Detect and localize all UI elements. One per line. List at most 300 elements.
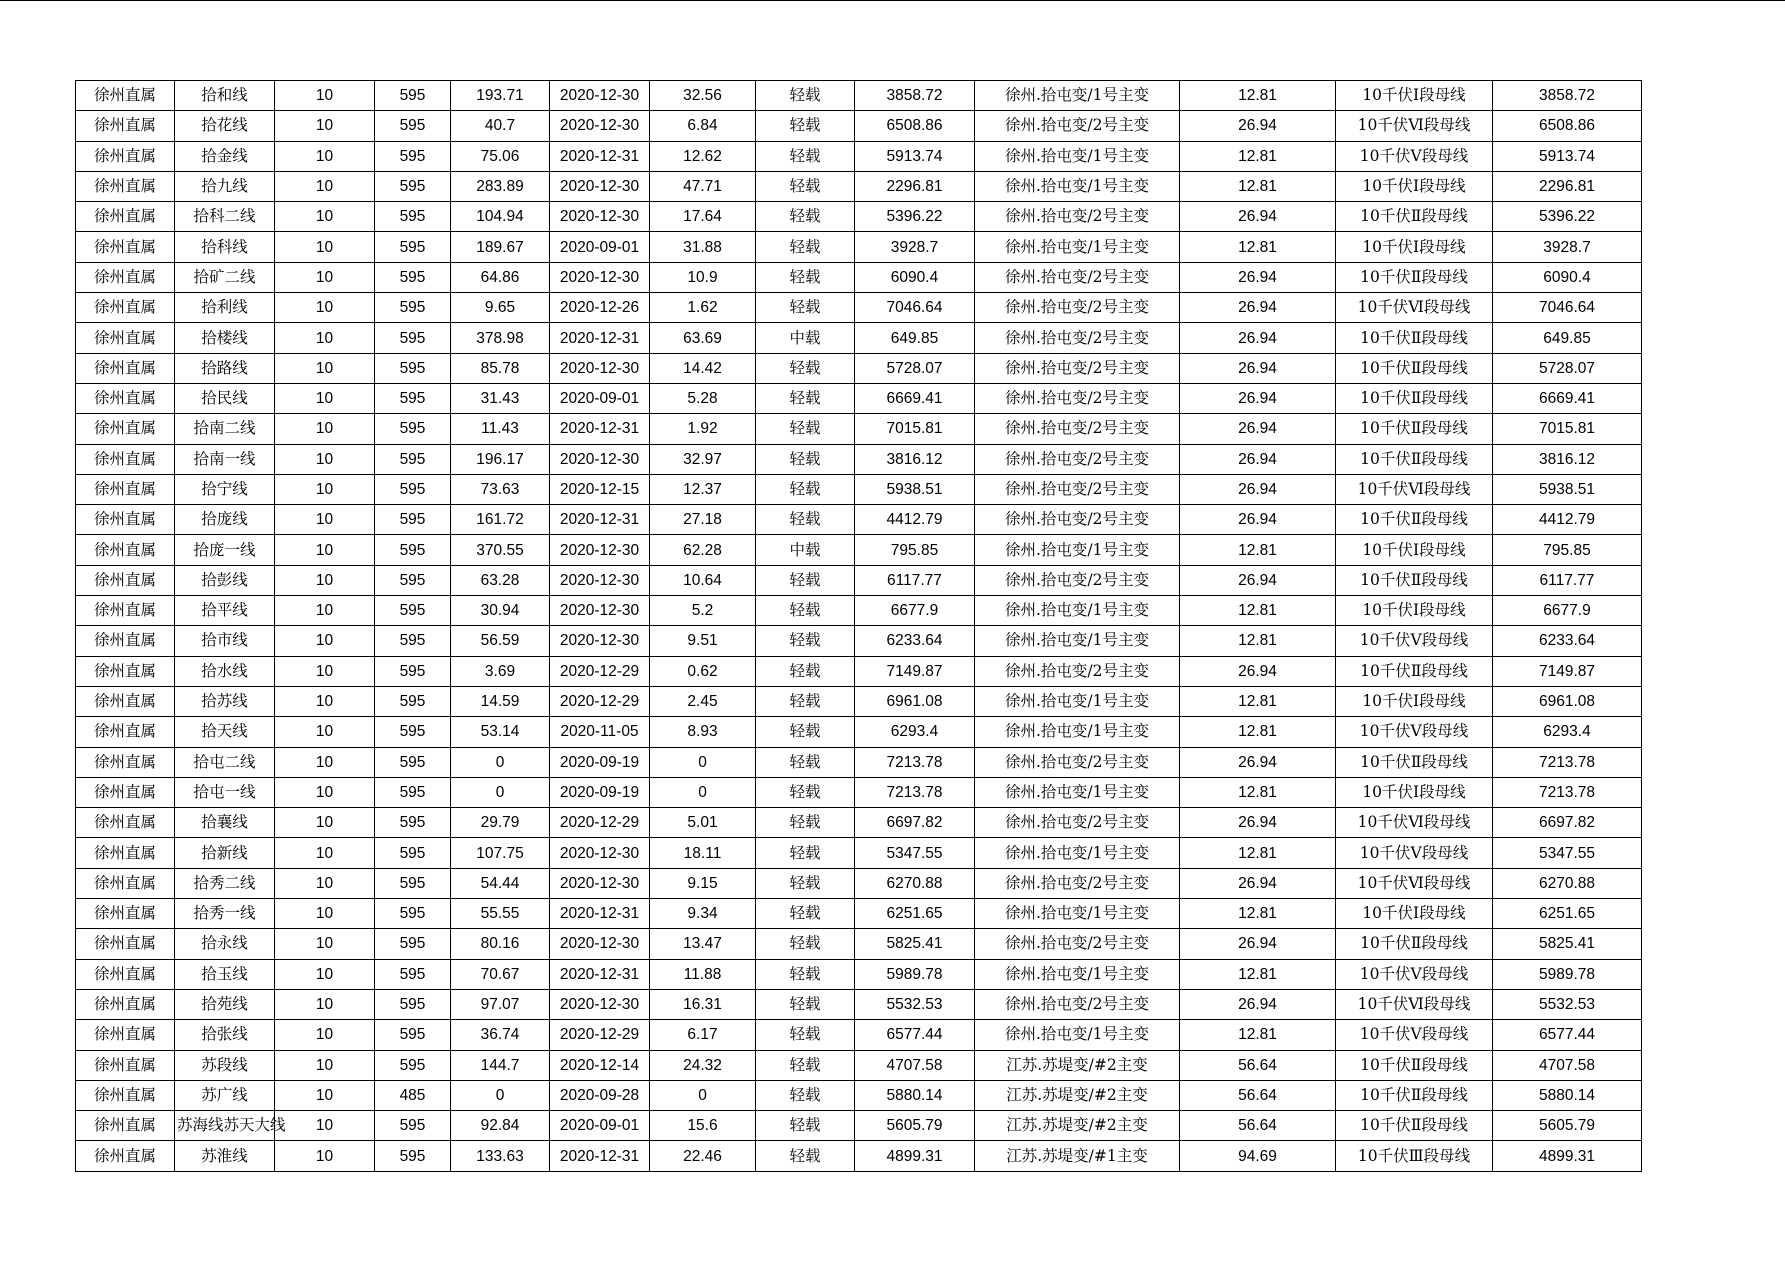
cell-available-capacity: 6961.08: [855, 686, 975, 716]
cell-load-status: 轻载: [756, 141, 855, 171]
cell-available-capacity: 649.85: [855, 323, 975, 353]
cell-date: 2020-09-28: [550, 1080, 650, 1110]
cell-load-rate: 16.31: [650, 989, 756, 1019]
cell-rated-current: 595: [375, 596, 451, 626]
table-row: [76, 686, 1642, 716]
cell-unit: 徐州直属: [76, 202, 175, 232]
cell-max-current: 54.44: [451, 868, 550, 898]
cell-rated-current: 595: [375, 868, 451, 898]
cell-line-name: 拾苑线: [175, 989, 275, 1019]
cell-transformer: 徐州.拾屯变/1号主变: [975, 838, 1180, 868]
cell-max-current: 53.14: [451, 717, 550, 747]
cell-transformer: 徐州.拾屯变/2号主变: [975, 989, 1180, 1019]
cell-transformer-load-rate: 12.81: [1180, 171, 1336, 201]
cell-load-status: 轻载: [756, 1141, 855, 1171]
cell-available-capacity: 5728.07: [855, 353, 975, 383]
cell-spare-capacity: 7213.78: [1493, 747, 1642, 777]
cell-load-rate: 11.88: [650, 959, 756, 989]
cell-date: 2020-12-14: [550, 1050, 650, 1080]
cell-load-rate: 13.47: [650, 929, 756, 959]
cell-max-current: 196.17: [451, 444, 550, 474]
cell-transformer-load-rate: 26.94: [1180, 202, 1336, 232]
cell-rated-current: 595: [375, 899, 451, 929]
cell-load-status: 轻载: [756, 505, 855, 535]
cell-unit: 徐州直属: [76, 262, 175, 292]
cell-transformer: 徐州.拾屯变/1号主变: [975, 596, 1180, 626]
cell-rated-current: 595: [375, 202, 451, 232]
cell-transformer: 江苏.苏堤变/#2主变: [975, 1111, 1180, 1141]
cell-load-status: 轻载: [756, 232, 855, 262]
cell-transformer-load-rate: 26.94: [1180, 323, 1336, 353]
cell-line-name: 拾路线: [175, 353, 275, 383]
cell-transformer-load-rate: 26.94: [1180, 444, 1336, 474]
table-row: [76, 444, 1642, 474]
cell-load-rate: 12.37: [650, 474, 756, 504]
cell-available-capacity: 6117.77: [855, 565, 975, 595]
cell-busbar: 10千伏Ⅵ段母线: [1336, 474, 1493, 504]
cell-max-current: 283.89: [451, 171, 550, 201]
cell-spare-capacity: 4707.58: [1493, 1050, 1642, 1080]
cell-available-capacity: 6677.9: [855, 596, 975, 626]
cell-transformer-load-rate: 26.94: [1180, 868, 1336, 898]
cell-date: 2020-12-26: [550, 293, 650, 323]
cell-load-rate: 0: [650, 747, 756, 777]
cell-load-rate: 47.71: [650, 171, 756, 201]
cell-date: 2020-09-01: [550, 232, 650, 262]
cell-spare-capacity: 3816.12: [1493, 444, 1642, 474]
cell-line-name: 拾永线: [175, 929, 275, 959]
table-row: [76, 141, 1642, 171]
cell-transformer: 江苏.苏堤变/#2主变: [975, 1080, 1180, 1110]
cell-date: 2020-09-19: [550, 777, 650, 807]
cell-rated-current: 595: [375, 959, 451, 989]
cell-busbar: 10千伏Ⅱ段母线: [1336, 565, 1493, 595]
cell-voltage: 10: [275, 596, 375, 626]
cell-available-capacity: 7046.64: [855, 293, 975, 323]
cell-line-name: 拾平线: [175, 596, 275, 626]
cell-date: 2020-12-30: [550, 444, 650, 474]
cell-voltage: 10: [275, 262, 375, 292]
cell-transformer-load-rate: 26.94: [1180, 293, 1336, 323]
cell-transformer: 徐州.拾屯变/2号主变: [975, 747, 1180, 777]
cell-transformer-load-rate: 56.64: [1180, 1111, 1336, 1141]
cell-load-status: 轻载: [756, 565, 855, 595]
cell-busbar: 10千伏Ⅰ段母线: [1336, 535, 1493, 565]
cell-transformer-load-rate: 94.69: [1180, 1141, 1336, 1171]
cell-load-status: 轻载: [756, 1080, 855, 1110]
cell-spare-capacity: 5880.14: [1493, 1080, 1642, 1110]
cell-transformer: 徐州.拾屯变/2号主变: [975, 293, 1180, 323]
cell-date: 2020-12-30: [550, 535, 650, 565]
cell-transformer-load-rate: 12.81: [1180, 141, 1336, 171]
cell-max-current: 3.69: [451, 656, 550, 686]
cell-transformer: 徐州.拾屯变/2号主变: [975, 353, 1180, 383]
cell-transformer: 徐州.拾屯变/1号主变: [975, 717, 1180, 747]
cell-busbar: 10千伏Ⅰ段母线: [1336, 232, 1493, 262]
cell-max-current: 29.79: [451, 808, 550, 838]
cell-max-current: 80.16: [451, 929, 550, 959]
cell-max-current: 40.7: [451, 111, 550, 141]
cell-max-current: 73.63: [451, 474, 550, 504]
cell-transformer: 徐州.拾屯变/1号主变: [975, 232, 1180, 262]
cell-voltage: 10: [275, 444, 375, 474]
cell-line-name: 拾张线: [175, 1020, 275, 1050]
cell-unit: 徐州直属: [76, 1141, 175, 1171]
cell-date: 2020-12-31: [550, 899, 650, 929]
cell-max-current: 85.78: [451, 353, 550, 383]
cell-rated-current: 595: [375, 323, 451, 353]
cell-date: 2020-12-29: [550, 808, 650, 838]
cell-load-status: 轻载: [756, 262, 855, 292]
cell-load-rate: 14.42: [650, 353, 756, 383]
cell-load-rate: 17.64: [650, 202, 756, 232]
table-row: [76, 111, 1642, 141]
cell-max-current: 193.71: [451, 81, 550, 111]
cell-available-capacity: 5605.79: [855, 1111, 975, 1141]
cell-load-rate: 62.28: [650, 535, 756, 565]
table-row: [76, 414, 1642, 444]
cell-available-capacity: 6270.88: [855, 868, 975, 898]
cell-spare-capacity: 5938.51: [1493, 474, 1642, 504]
cell-line-name: 拾新线: [175, 838, 275, 868]
cell-transformer: 徐州.拾屯变/2号主变: [975, 383, 1180, 413]
cell-spare-capacity: 795.85: [1493, 535, 1642, 565]
cell-unit: 徐州直属: [76, 808, 175, 838]
cell-max-current: 55.55: [451, 899, 550, 929]
cell-unit: 徐州直属: [76, 232, 175, 262]
cell-available-capacity: 3858.72: [855, 81, 975, 111]
cell-transformer: 江苏.苏堤变/#2主变: [975, 1050, 1180, 1080]
cell-load-rate: 1.92: [650, 414, 756, 444]
cell-unit: 徐州直属: [76, 474, 175, 504]
cell-max-current: 70.67: [451, 959, 550, 989]
cell-voltage: 10: [275, 1050, 375, 1080]
cell-load-rate: 5.01: [650, 808, 756, 838]
cell-date: 2020-12-30: [550, 171, 650, 201]
table-row: [76, 81, 1642, 111]
cell-max-current: 14.59: [451, 686, 550, 716]
cell-busbar: 10千伏Ⅵ段母线: [1336, 293, 1493, 323]
cell-rated-current: 595: [375, 262, 451, 292]
cell-available-capacity: 3816.12: [855, 444, 975, 474]
cell-line-name: 拾科线: [175, 232, 275, 262]
cell-voltage: 10: [275, 232, 375, 262]
cell-transformer: 徐州.拾屯变/1号主变: [975, 959, 1180, 989]
cell-busbar: 10千伏Ⅴ段母线: [1336, 626, 1493, 656]
cell-spare-capacity: 6508.86: [1493, 111, 1642, 141]
cell-date: 2020-12-31: [550, 323, 650, 353]
cell-line-name: 拾庞一线: [175, 535, 275, 565]
cell-rated-current: 595: [375, 1141, 451, 1171]
cell-date: 2020-12-30: [550, 596, 650, 626]
table-row: [76, 747, 1642, 777]
cell-busbar: 10千伏Ⅲ段母线: [1336, 1141, 1493, 1171]
cell-transformer-load-rate: 26.94: [1180, 656, 1336, 686]
cell-rated-current: 595: [375, 808, 451, 838]
cell-rated-current: 485: [375, 1080, 451, 1110]
cell-line-name: 拾宁线: [175, 474, 275, 504]
cell-rated-current: 595: [375, 626, 451, 656]
cell-spare-capacity: 6233.64: [1493, 626, 1642, 656]
cell-load-status: 轻载: [756, 747, 855, 777]
cell-unit: 徐州直属: [76, 838, 175, 868]
cell-transformer: 徐州.拾屯变/1号主变: [975, 777, 1180, 807]
cell-available-capacity: 795.85: [855, 535, 975, 565]
cell-spare-capacity: 5605.79: [1493, 1111, 1642, 1141]
cell-rated-current: 595: [375, 353, 451, 383]
cell-busbar: 10千伏Ⅴ段母线: [1336, 717, 1493, 747]
cell-available-capacity: 4707.58: [855, 1050, 975, 1080]
cell-max-current: 31.43: [451, 383, 550, 413]
cell-unit: 徐州直属: [76, 111, 175, 141]
cell-date: 2020-12-30: [550, 626, 650, 656]
cell-spare-capacity: 6270.88: [1493, 868, 1642, 898]
cell-line-name: 拾天线: [175, 717, 275, 747]
cell-rated-current: 595: [375, 989, 451, 1019]
cell-voltage: 10: [275, 505, 375, 535]
cell-available-capacity: 5347.55: [855, 838, 975, 868]
cell-busbar: 10千伏Ⅱ段母线: [1336, 353, 1493, 383]
cell-transformer-load-rate: 12.81: [1180, 535, 1336, 565]
cell-voltage: 10: [275, 414, 375, 444]
cell-line-name: 拾楼线: [175, 323, 275, 353]
cell-available-capacity: 5989.78: [855, 959, 975, 989]
cell-busbar: 10千伏Ⅱ段母线: [1336, 262, 1493, 292]
cell-available-capacity: 5396.22: [855, 202, 975, 232]
cell-date: 2020-12-31: [550, 414, 650, 444]
cell-date: 2020-12-29: [550, 656, 650, 686]
cell-line-name: 拾民线: [175, 383, 275, 413]
table-row: [76, 596, 1642, 626]
cell-unit: 徐州直属: [76, 1050, 175, 1080]
cell-line-name: 拾苏线: [175, 686, 275, 716]
cell-load-status: 轻载: [756, 656, 855, 686]
cell-rated-current: 595: [375, 444, 451, 474]
cell-busbar: 10千伏Ⅱ段母线: [1336, 414, 1493, 444]
cell-load-rate: 2.45: [650, 686, 756, 716]
cell-line-name: 拾矿二线: [175, 262, 275, 292]
cell-available-capacity: 4899.31: [855, 1141, 975, 1171]
cell-line-name: 拾花线: [175, 111, 275, 141]
cell-line-name: 拾科二线: [175, 202, 275, 232]
cell-unit: 徐州直属: [76, 81, 175, 111]
cell-spare-capacity: 5825.41: [1493, 929, 1642, 959]
cell-voltage: 10: [275, 1111, 375, 1141]
cell-busbar: 10千伏Ⅱ段母线: [1336, 747, 1493, 777]
cell-unit: 徐州直属: [76, 747, 175, 777]
cell-date: 2020-12-30: [550, 989, 650, 1019]
cell-max-current: 144.7: [451, 1050, 550, 1080]
cell-spare-capacity: 4412.79: [1493, 505, 1642, 535]
cell-unit: 徐州直属: [76, 444, 175, 474]
cell-unit: 徐州直属: [76, 868, 175, 898]
cell-transformer: 徐州.拾屯变/2号主变: [975, 202, 1180, 232]
cell-spare-capacity: 5532.53: [1493, 989, 1642, 1019]
cell-transformer-load-rate: 26.94: [1180, 474, 1336, 504]
cell-transformer: 徐州.拾屯变/2号主变: [975, 808, 1180, 838]
cell-load-rate: 0: [650, 1080, 756, 1110]
cell-rated-current: 595: [375, 777, 451, 807]
cell-transformer-load-rate: 26.94: [1180, 747, 1336, 777]
cell-rated-current: 595: [375, 656, 451, 686]
cell-spare-capacity: 7046.64: [1493, 293, 1642, 323]
cell-transformer: 江苏.苏堤变/#1主变: [975, 1141, 1180, 1171]
cell-transformer-load-rate: 56.64: [1180, 1080, 1336, 1110]
cell-date: 2020-12-30: [550, 262, 650, 292]
table-row: [76, 1141, 1642, 1171]
cell-load-rate: 31.88: [650, 232, 756, 262]
cell-spare-capacity: 7149.87: [1493, 656, 1642, 686]
cell-transformer-load-rate: 12.81: [1180, 959, 1336, 989]
cell-unit: 徐州直属: [76, 171, 175, 201]
cell-line-name: 拾屯一线: [175, 777, 275, 807]
cell-max-current: 161.72: [451, 505, 550, 535]
cell-line-name: 拾彭线: [175, 565, 275, 595]
cell-busbar: 10千伏Ⅱ段母线: [1336, 1080, 1493, 1110]
table-row: [76, 535, 1642, 565]
cell-transformer-load-rate: 26.94: [1180, 505, 1336, 535]
cell-busbar: 10千伏Ⅰ段母线: [1336, 596, 1493, 626]
cell-voltage: 10: [275, 565, 375, 595]
cell-load-rate: 32.56: [650, 81, 756, 111]
table-row: [76, 262, 1642, 292]
cell-line-name: 拾九线: [175, 171, 275, 201]
cell-available-capacity: 5825.41: [855, 929, 975, 959]
cell-voltage: 10: [275, 959, 375, 989]
cell-unit: 徐州直属: [76, 353, 175, 383]
cell-unit: 徐州直属: [76, 899, 175, 929]
cell-busbar: 10千伏Ⅱ段母线: [1336, 656, 1493, 686]
table-row: [76, 505, 1642, 535]
cell-rated-current: 595: [375, 474, 451, 504]
cell-available-capacity: 7149.87: [855, 656, 975, 686]
cell-busbar: 10千伏Ⅱ段母线: [1336, 323, 1493, 353]
cell-load-rate: 22.46: [650, 1141, 756, 1171]
cell-rated-current: 595: [375, 232, 451, 262]
cell-busbar: 10千伏Ⅰ段母线: [1336, 899, 1493, 929]
cell-spare-capacity: 4899.31: [1493, 1141, 1642, 1171]
table-row: [76, 383, 1642, 413]
cell-rated-current: 595: [375, 1111, 451, 1141]
table-row: [76, 656, 1642, 686]
cell-date: 2020-12-29: [550, 1020, 650, 1050]
cell-rated-current: 595: [375, 747, 451, 777]
cell-date: 2020-09-01: [550, 1111, 650, 1141]
cell-spare-capacity: 6677.9: [1493, 596, 1642, 626]
cell-max-current: 378.98: [451, 323, 550, 353]
cell-voltage: 10: [275, 686, 375, 716]
table-row: [76, 929, 1642, 959]
cell-max-current: 104.94: [451, 202, 550, 232]
cell-available-capacity: 3928.7: [855, 232, 975, 262]
cell-voltage: 10: [275, 111, 375, 141]
cell-date: 2020-12-30: [550, 565, 650, 595]
cell-rated-current: 595: [375, 171, 451, 201]
cell-rated-current: 595: [375, 535, 451, 565]
cell-rated-current: 595: [375, 111, 451, 141]
cell-busbar: 10千伏Ⅴ段母线: [1336, 141, 1493, 171]
cell-load-rate: 27.18: [650, 505, 756, 535]
cell-load-rate: 1.62: [650, 293, 756, 323]
cell-transformer: 徐州.拾屯变/2号主变: [975, 444, 1180, 474]
cell-voltage: 10: [275, 808, 375, 838]
cell-transformer: 徐州.拾屯变/2号主变: [975, 505, 1180, 535]
cell-transformer: 徐州.拾屯变/1号主变: [975, 81, 1180, 111]
cell-load-status: 轻载: [756, 111, 855, 141]
cell-load-status: 中载: [756, 323, 855, 353]
cell-max-current: 75.06: [451, 141, 550, 171]
cell-busbar: 10千伏Ⅵ段母线: [1336, 868, 1493, 898]
cell-transformer-load-rate: 12.81: [1180, 838, 1336, 868]
cell-transformer-load-rate: 12.81: [1180, 596, 1336, 626]
cell-rated-current: 595: [375, 717, 451, 747]
cell-busbar: 10千伏Ⅵ段母线: [1336, 808, 1493, 838]
table-row: [76, 808, 1642, 838]
cell-line-name: 苏淮线: [175, 1141, 275, 1171]
cell-available-capacity: 6669.41: [855, 383, 975, 413]
cell-busbar: 10千伏Ⅱ段母线: [1336, 202, 1493, 232]
cell-transformer-load-rate: 12.81: [1180, 81, 1336, 111]
cell-load-status: 轻载: [756, 777, 855, 807]
table-row: [76, 717, 1642, 747]
cell-busbar: 10千伏Ⅰ段母线: [1336, 81, 1493, 111]
cell-max-current: 370.55: [451, 535, 550, 565]
cell-transformer: 徐州.拾屯变/1号主变: [975, 686, 1180, 716]
cell-rated-current: 595: [375, 1050, 451, 1080]
cell-load-rate: 6.17: [650, 1020, 756, 1050]
cell-busbar: 10千伏Ⅱ段母线: [1336, 444, 1493, 474]
cell-load-status: 轻载: [756, 383, 855, 413]
cell-spare-capacity: 5913.74: [1493, 141, 1642, 171]
cell-line-name: 苏海线苏天大线: [175, 1111, 275, 1141]
cell-max-current: 92.84: [451, 1111, 550, 1141]
cell-load-status: 轻载: [756, 899, 855, 929]
cell-spare-capacity: 6961.08: [1493, 686, 1642, 716]
table-row: [76, 1080, 1642, 1110]
table-row: [76, 323, 1642, 353]
cell-date: 2020-12-30: [550, 81, 650, 111]
cell-load-status: 轻载: [756, 959, 855, 989]
table-row: [76, 353, 1642, 383]
cell-max-current: 97.07: [451, 989, 550, 1019]
cell-date: 2020-09-19: [550, 747, 650, 777]
cell-spare-capacity: 6577.44: [1493, 1020, 1642, 1050]
cell-voltage: 10: [275, 899, 375, 929]
cell-busbar: 10千伏Ⅰ段母线: [1336, 171, 1493, 201]
cell-unit: 徐州直属: [76, 717, 175, 747]
cell-rated-current: 595: [375, 565, 451, 595]
cell-load-rate: 24.32: [650, 1050, 756, 1080]
cell-transformer-load-rate: 12.81: [1180, 899, 1336, 929]
cell-max-current: 0: [451, 777, 550, 807]
table-row: [76, 293, 1642, 323]
cell-rated-current: 595: [375, 505, 451, 535]
cell-unit: 徐州直属: [76, 1020, 175, 1050]
cell-spare-capacity: 2296.81: [1493, 171, 1642, 201]
cell-rated-current: 595: [375, 929, 451, 959]
cell-load-rate: 32.97: [650, 444, 756, 474]
cell-voltage: 10: [275, 141, 375, 171]
cell-rated-current: 595: [375, 81, 451, 111]
cell-voltage: 10: [275, 626, 375, 656]
cell-rated-current: 595: [375, 141, 451, 171]
cell-available-capacity: 6251.65: [855, 899, 975, 929]
cell-line-name: 拾南二线: [175, 414, 275, 444]
cell-unit: 徐州直属: [76, 293, 175, 323]
cell-transformer: 徐州.拾屯变/2号主变: [975, 414, 1180, 444]
cell-available-capacity: 5532.53: [855, 989, 975, 1019]
cell-date: 2020-12-31: [550, 505, 650, 535]
